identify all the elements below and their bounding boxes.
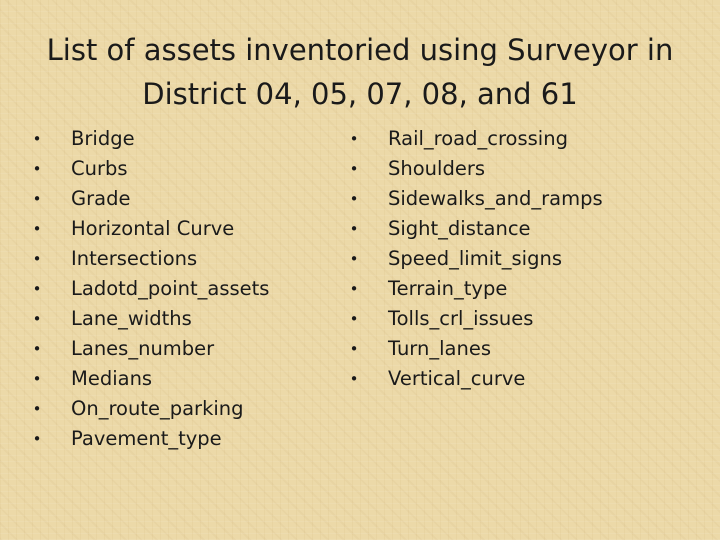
bullet-icon: •: [349, 280, 359, 298]
bullet-icon: •: [32, 370, 42, 388]
asset-list-left: [30, 124, 350, 454]
list-item: [30, 424, 350, 454]
list-item: [30, 364, 350, 394]
list-item-label: Sidewalks_and_ramps: [388, 187, 603, 210]
list-item-label: Grade: [71, 187, 131, 210]
bullet-icon: •: [349, 160, 359, 178]
list-item: [347, 154, 707, 184]
list-item-label: Tolls_crl_issues: [388, 307, 534, 330]
list-item-label: Horizontal Curve: [71, 217, 235, 240]
list-item: [30, 214, 350, 244]
list-item-label: Speed_limit_signs: [388, 247, 562, 270]
list-item: [30, 124, 350, 154]
bullet-icon: •: [32, 310, 42, 328]
list-item: [30, 274, 350, 304]
list-item: [347, 334, 707, 364]
bullet-icon: •: [349, 220, 359, 238]
title-line-1: List of assets inventoried using Surveyor in: [46, 33, 674, 67]
list-item-label: Sight_distance: [388, 217, 531, 240]
bullet-icon: •: [32, 400, 42, 418]
list-item-label: On_route_parking: [71, 397, 244, 420]
list-item: [30, 154, 350, 184]
list-item-label: Vertical_curve: [388, 367, 526, 390]
list-item: [347, 184, 707, 214]
bullet-icon: •: [32, 190, 42, 208]
bullet-icon: •: [349, 340, 359, 358]
bullet-icon: •: [32, 220, 42, 238]
list-item-label: Curbs: [71, 157, 128, 180]
list-item: [30, 334, 350, 364]
list-item-label: Intersections: [71, 247, 198, 270]
bullet-icon: •: [349, 310, 359, 328]
list-item-label: Medians: [71, 367, 153, 390]
bullet-icon: •: [32, 250, 42, 268]
list-item-label: Ladotd_point_assets: [71, 277, 270, 300]
list-item-label: Pavement_type: [71, 427, 222, 450]
list-item: [30, 244, 350, 274]
bullet-icon: •: [32, 340, 42, 358]
list-item-label: Turn_lanes: [388, 337, 491, 360]
list-item-label: Rail_road_crossing: [388, 127, 568, 150]
list-item: [347, 304, 707, 334]
list-item: [30, 304, 350, 334]
bullet-icon: •: [32, 130, 42, 148]
list-item: [347, 124, 707, 154]
list-item-label: Bridge: [71, 127, 135, 150]
bullet-icon: •: [32, 280, 42, 298]
list-item: [347, 214, 707, 244]
asset-list-right: [347, 124, 707, 394]
bullet-icon: •: [349, 190, 359, 208]
bullet-icon: •: [32, 160, 42, 178]
title-line-2: District 04, 05, 07, 08, and 61: [142, 77, 578, 111]
bullet-icon: •: [349, 370, 359, 388]
list-item: [347, 274, 707, 304]
bullet-icon: •: [349, 250, 359, 268]
list-item: [30, 184, 350, 214]
list-item-label: Lanes_number: [71, 337, 215, 360]
list-item: [30, 394, 350, 424]
slide-title: [20, 28, 700, 116]
list-item: [347, 364, 707, 394]
list-item-label: Lane_widths: [71, 307, 192, 330]
list-item-label: Shoulders: [388, 157, 485, 180]
list-item: [347, 244, 707, 274]
list-item-label: Terrain_type: [388, 277, 508, 300]
bullet-icon: •: [32, 430, 42, 448]
bullet-icon: •: [349, 130, 359, 148]
